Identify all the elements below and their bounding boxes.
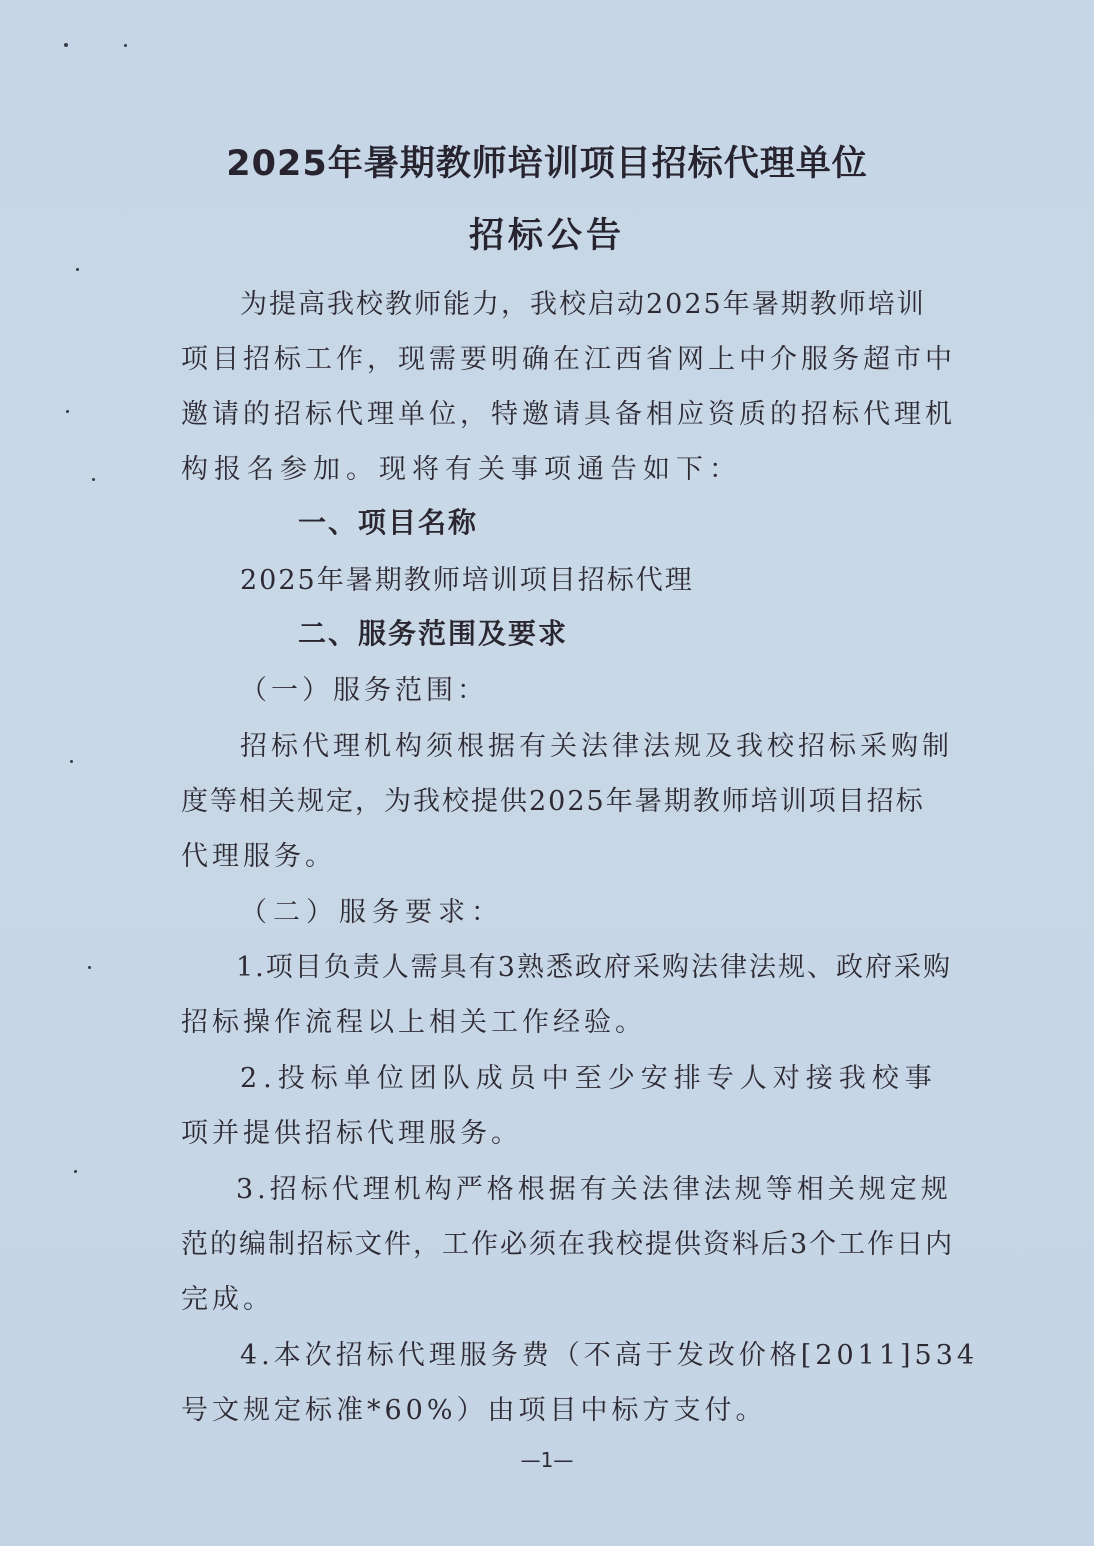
section1-heading: 一、项目名称 <box>298 506 479 539</box>
intro-line-3: 邀请的招标代理单位，特邀请具备相应资质的招标代理机 <box>181 399 956 430</box>
scan-speck <box>64 43 68 47</box>
intro-line-2: 项目招标工作，现需要明确在江西省网上中介服务超市中 <box>181 344 956 375</box>
requirement-3-line-1: 3.招标代理机构严格根据有关法律法规等相关规定规 <box>236 1174 952 1205</box>
scan-speck <box>74 1170 77 1173</box>
requirement-4-line-2: 号文规定标准*60%）由项目中标方支付。 <box>181 1395 767 1426</box>
scan-speck <box>76 268 79 271</box>
scan-speck <box>66 410 69 413</box>
section2-heading: 二、服务范围及要求 <box>298 617 569 650</box>
document-title-line2: 招标公告 <box>468 216 625 256</box>
scope-heading: （一）服务范围： <box>240 675 488 706</box>
requirement-3-line-2: 范的编制招标文件，工作必须在我校提供资料后3个工作日内 <box>181 1229 955 1260</box>
page-number: —1— <box>520 1448 574 1472</box>
scope-line-1: 招标代理机构须根据有关法律法规及我校招标采购制 <box>240 731 953 762</box>
scan-speck <box>88 966 91 969</box>
scan-speck <box>92 478 95 481</box>
requirements-heading: （二）服务要求： <box>240 897 504 928</box>
scan-speck <box>124 44 127 47</box>
intro-line-1: 为提高我校教师能力，我校启动2025年暑期教师培训 <box>240 289 926 320</box>
scan-speck <box>70 760 73 763</box>
requirement-1-line-2: 招标操作流程以上相关工作经验。 <box>181 1007 646 1038</box>
requirement-2-line-2: 项并提供招标代理服务。 <box>181 1118 522 1149</box>
requirement-1-line-1: 1.项目负责人需具有3熟悉政府采购法律法规、政府采购 <box>236 952 952 983</box>
requirement-2-line-1: 2.投标单位团队成员中至少安排专人对接我校事 <box>240 1063 938 1094</box>
section1-content: 2025年暑期教师培训项目招标代理 <box>240 565 694 596</box>
requirement-3-line-3: 完成。 <box>181 1284 274 1315</box>
scope-line-3: 代理服务。 <box>181 841 336 872</box>
document-title-line1: 2025年暑期教师培训项目招标代理单位 <box>226 144 868 184</box>
scope-line-2: 度等相关规定，为我校提供2025年暑期教师培训项目招标 <box>181 786 925 817</box>
intro-line-4: 构报名参加。现将有关事项通告如下： <box>181 454 742 485</box>
requirement-4-line-1: 4.本次招标代理服务费（不高于发改价格[2011]534 <box>240 1340 979 1371</box>
